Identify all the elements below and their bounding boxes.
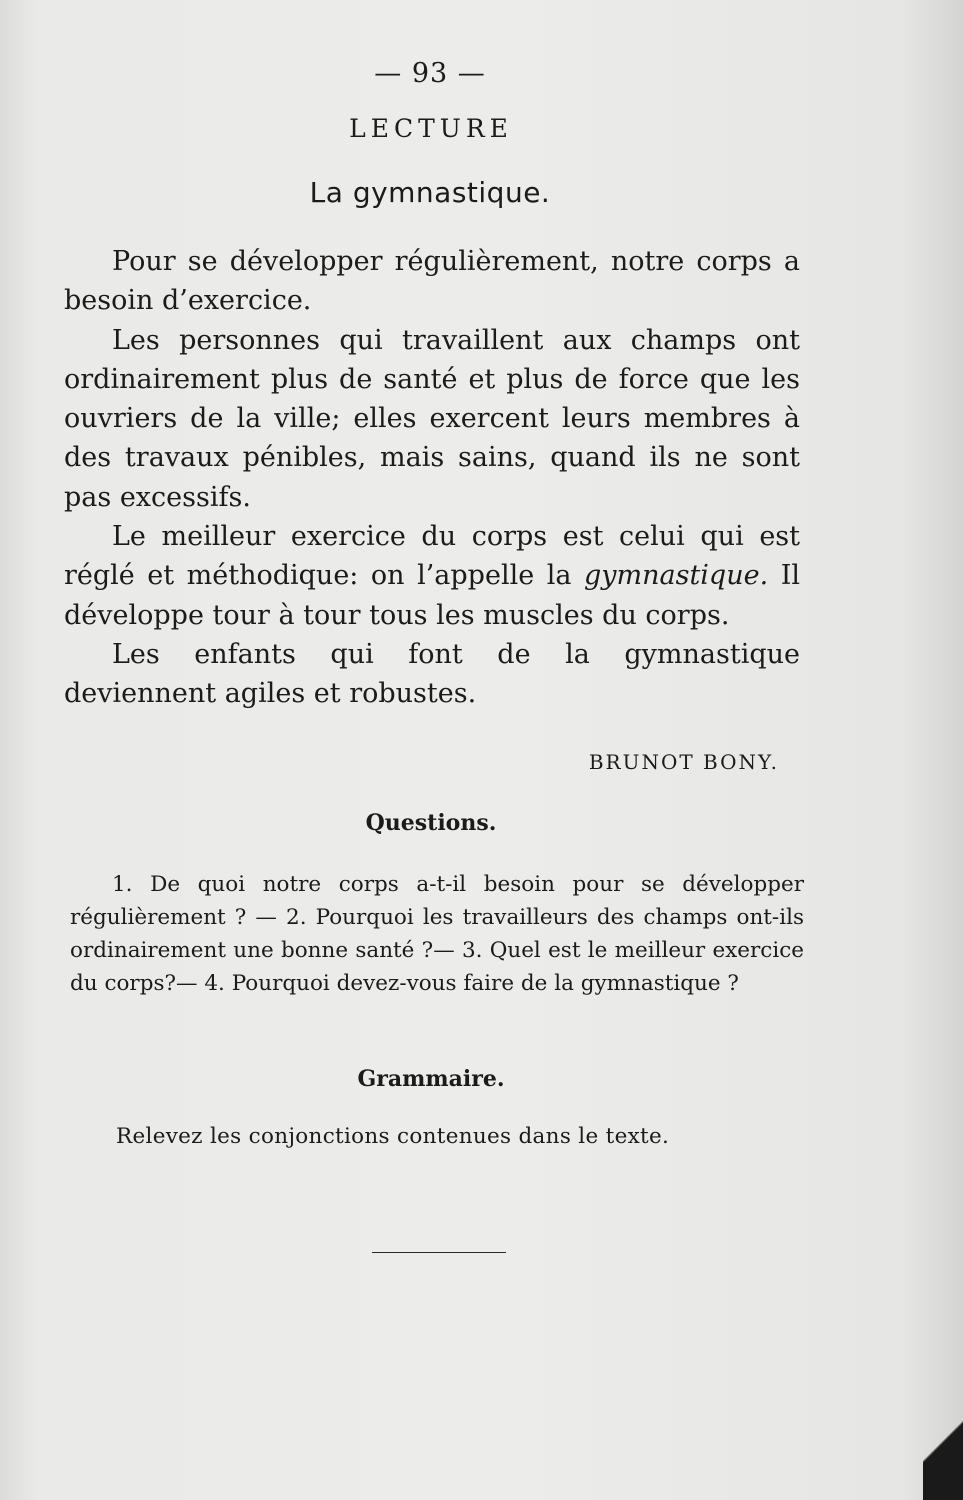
reading-paragraph-4: Les enfants qui font de la gymnastique deviennent agiles et robustes.: [64, 638, 800, 710]
questions-paragraph: 1. De quoi notre corps a-t-il besoin pour se développer régulièrement ? — 2. Pourquoi les travailleurs des champs ont-ils ordinairement une bonne santé ?— 3. Quel est le meilleur exercice du corps?— 4. Pourquoi devez-vous faire de la gymnastique ?: [70, 872, 804, 996]
reading-text: [64, 242, 800, 714]
reading-paragraph-3: [64, 517, 800, 635]
section-label: LECTURE: [349, 114, 513, 143]
reading-paragraph-1: Pour se développer régulièrement, notre corps a besoin d’exercice.: [64, 246, 800, 317]
questions-heading: Questions.: [365, 810, 497, 836]
questions-text: [70, 868, 804, 1000]
page-title: La gymnastique.: [309, 176, 551, 209]
author-signature: BRUNOT BONY.: [588, 750, 779, 774]
emphasized-word: gymnastique.: [583, 560, 769, 592]
reading-paragraph-2: Les personnes qui travaillent aux champs ont ordinairement plus de santé et plus de force que les ouvriers de la ville; elles exercent leurs membres à des travaux pénibles, mais sains, quand ils ne sont pas excessifs.: [64, 324, 800, 513]
page-number: — 93 —: [374, 58, 486, 89]
grammar-heading: Grammaire.: [357, 1066, 505, 1092]
reading-paragraph-3-start: Le meilleur exercice du corps est celui qui est réglé et méthodique: on l’appelle la: [64, 521, 800, 592]
grammar-exercise: Relevez les conjonctions contenues dans le texte.: [116, 1124, 670, 1149]
section-divider: [372, 1252, 506, 1253]
reading-paragraph-3-end: Il développe tour à tour tous les muscles du corps.: [64, 560, 800, 631]
